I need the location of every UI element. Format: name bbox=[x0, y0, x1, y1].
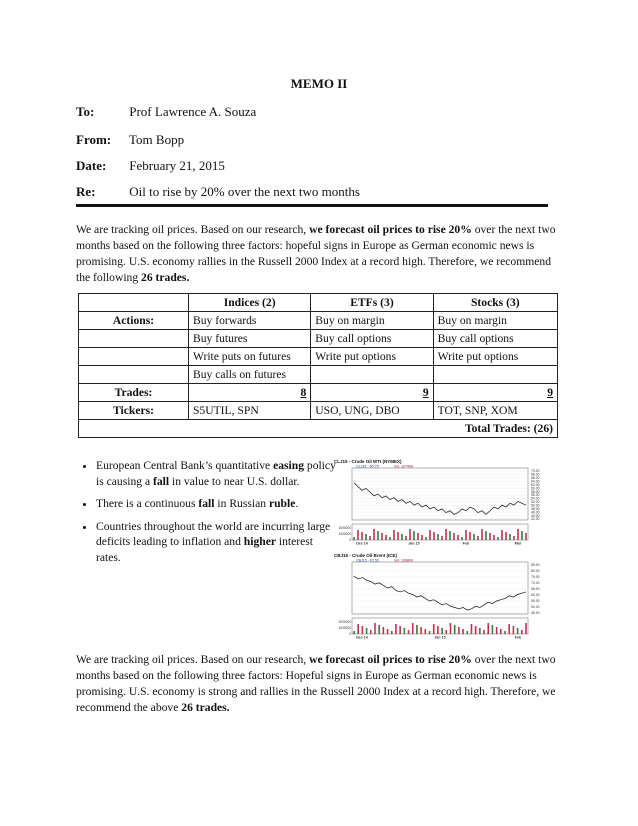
chart-volume-bar bbox=[462, 629, 464, 634]
chart-volume-bar bbox=[479, 628, 481, 634]
chart-y-tick: 62.00 bbox=[531, 482, 540, 487]
table-header-row bbox=[79, 294, 558, 312]
chart-volume-bar bbox=[421, 535, 423, 540]
table-row bbox=[79, 420, 558, 438]
trades-table bbox=[78, 293, 558, 438]
chart-volume-bar bbox=[353, 631, 355, 634]
chart-volume-bar bbox=[378, 625, 380, 634]
chart-y-tick: 70.00 bbox=[531, 581, 540, 586]
table-cell: Buy call options bbox=[311, 330, 433, 348]
chart-volume-bar bbox=[458, 627, 460, 634]
chart-volume-bar bbox=[517, 628, 519, 634]
chart-legend: Vol: 106890 bbox=[394, 558, 413, 563]
table-row bbox=[79, 402, 558, 420]
chart-volume-bar bbox=[501, 530, 503, 540]
bullet-text: interest rates. bbox=[96, 535, 314, 564]
trades-label: Trades: bbox=[79, 384, 189, 402]
tickers-cell: USO, UNG, DBO bbox=[311, 402, 433, 420]
chart-y-tick: 58.00 bbox=[531, 489, 540, 494]
chart-x-tick: Dec 14 bbox=[356, 635, 368, 640]
table-cell bbox=[311, 366, 433, 384]
table-header-cell: ETFs (3) bbox=[311, 294, 433, 312]
chart-volume-bar bbox=[425, 537, 427, 540]
chart-volume-bar bbox=[496, 627, 498, 634]
chart-title: CBJ15 - Crude Oil Brent (ICE) bbox=[334, 553, 398, 558]
chart-volume-bar bbox=[521, 531, 523, 540]
chart-volume-bar bbox=[429, 530, 431, 540]
chart-volume-bar bbox=[357, 624, 359, 634]
chart-x-tick: Jan 15 bbox=[434, 635, 446, 640]
table-cell: Buy forwards bbox=[188, 312, 310, 330]
chart-volume-bar bbox=[437, 534, 439, 540]
chart-volume-bar bbox=[487, 623, 489, 634]
chart-volume-bar bbox=[473, 534, 475, 540]
bullet-bold: ruble bbox=[268, 497, 296, 510]
chart-volume-bar bbox=[399, 626, 401, 634]
chart-volume-bar bbox=[517, 529, 519, 540]
chart-volume-bar bbox=[485, 531, 487, 540]
chart-x-tick: Dec 14 bbox=[356, 541, 368, 546]
chart-volume-tick: 2000000 bbox=[338, 526, 351, 530]
chart-volume-bar bbox=[387, 629, 389, 634]
chart-volume-bar bbox=[389, 537, 391, 540]
tickers-cell: TOT, SNP, XOM bbox=[433, 402, 557, 420]
chart-volume-bar bbox=[445, 529, 447, 540]
chart-x-tick: Feb bbox=[462, 541, 470, 546]
chart-volume-bar bbox=[391, 631, 393, 634]
chart-volume-bar bbox=[374, 623, 376, 634]
chart-x-tick: Jan 15 bbox=[408, 541, 420, 546]
chart-volume-tick: 0 bbox=[349, 538, 351, 542]
wti-price-chart bbox=[332, 458, 554, 548]
chart-volume-bar bbox=[365, 534, 367, 540]
trades-count: 9 bbox=[433, 384, 557, 402]
chart-volume-bar bbox=[408, 630, 410, 634]
chart-volume-bar bbox=[454, 625, 456, 634]
table-cell bbox=[79, 330, 189, 348]
intro-forecast: we forecast oil prices to rise 20% bbox=[309, 223, 472, 236]
chart-volume-bar bbox=[450, 623, 452, 634]
chart-y-tick: 68.00 bbox=[531, 472, 540, 477]
list-item bbox=[96, 496, 336, 512]
chart-volume-bar bbox=[405, 536, 407, 540]
from-line bbox=[76, 132, 184, 148]
chart-y-tick: 65.00 bbox=[531, 587, 540, 592]
date-value: February 21, 2015 bbox=[129, 158, 225, 173]
chart-volume-bar bbox=[489, 533, 491, 540]
chart-volume-bar bbox=[357, 530, 359, 540]
chart-volume-bar bbox=[441, 628, 443, 634]
chart-volume-bar bbox=[477, 536, 479, 540]
chart-volume-bar bbox=[417, 533, 419, 540]
chart-volume-bar bbox=[449, 531, 451, 540]
chart-legend: CBJ15 - 61.52 bbox=[356, 558, 379, 563]
chart-volume-bar bbox=[377, 531, 379, 540]
chart-volume-bar bbox=[361, 532, 363, 540]
table-header-cell: Stocks (3) bbox=[433, 294, 557, 312]
chart-y-tick: 46.00 bbox=[531, 510, 540, 515]
closing-forecast: we forecast oil prices to rise 20% bbox=[309, 653, 472, 666]
bullet-text: policy is causing a bbox=[96, 459, 336, 488]
chart-volume-tick: 0 bbox=[349, 632, 351, 636]
chart-volume-bar bbox=[437, 626, 439, 634]
table-row bbox=[79, 312, 558, 330]
table-cell: Buy call options bbox=[433, 330, 557, 348]
closing-text-1: We are tracking oil prices. Based on our research, bbox=[76, 653, 310, 666]
chart-volume-bar bbox=[497, 537, 499, 540]
chart-volume-bar bbox=[433, 624, 435, 634]
closing-trades: 26 trades. bbox=[181, 701, 230, 714]
chart-volume-bar bbox=[492, 625, 494, 634]
table-cell: Write puts on futures bbox=[188, 348, 310, 366]
chart-volume-bar bbox=[433, 532, 435, 540]
chart-volume-bar bbox=[457, 535, 459, 540]
chart-volume-bar bbox=[395, 624, 397, 634]
table-header-cell: Indices (2) bbox=[188, 294, 310, 312]
chart-y-tick: 44.00 bbox=[531, 513, 540, 518]
bullet-text: in value to near U.S. dollar. bbox=[169, 474, 300, 488]
chart-plot-frame bbox=[352, 562, 528, 614]
chart-legend: CLJ15 - 50.75 bbox=[356, 464, 379, 469]
bullet-bold: higher bbox=[243, 535, 276, 548]
chart-y-tick: 54.00 bbox=[531, 496, 540, 501]
chart-y-tick: 42.00 bbox=[531, 517, 540, 522]
chart-volume-bar bbox=[461, 537, 463, 540]
chart-y-tick: 48.00 bbox=[531, 506, 540, 511]
chart-price-line bbox=[354, 483, 526, 515]
chart-y-tick: 55.00 bbox=[531, 599, 540, 604]
chart-volume-bar bbox=[465, 530, 467, 540]
chart-volume-tick: 1000000 bbox=[338, 626, 351, 630]
to-label: To: bbox=[76, 104, 95, 119]
chart-volume-bar bbox=[504, 631, 506, 634]
chart-volume-bar bbox=[513, 626, 515, 634]
chart-y-tick: 45.00 bbox=[531, 611, 540, 616]
bullet-text: . bbox=[295, 497, 299, 510]
brent-price-chart bbox=[332, 552, 554, 642]
chart-y-tick: 50.00 bbox=[531, 503, 540, 508]
chart-y-tick: 60.00 bbox=[531, 593, 540, 598]
bullet-text: There is a continuous bbox=[96, 497, 199, 510]
chart-volume-bar bbox=[409, 529, 411, 540]
date-label: Date: bbox=[76, 158, 107, 173]
chart-y-tick: 64.00 bbox=[531, 479, 540, 484]
chart-volume-bar bbox=[412, 623, 414, 634]
factor-list bbox=[76, 458, 336, 572]
chart-y-tick: 56.00 bbox=[531, 493, 540, 498]
header-divider bbox=[76, 204, 548, 207]
chart-volume-bar bbox=[525, 623, 527, 634]
table-row bbox=[79, 366, 558, 384]
chart-volume-bar bbox=[513, 536, 515, 540]
chart-volume-bar bbox=[471, 624, 473, 634]
chart-volume-tick: 1000000 bbox=[338, 532, 351, 536]
chart-volume-bar bbox=[401, 534, 403, 540]
chart-volume-bar bbox=[429, 631, 431, 634]
chart-volume-bar bbox=[493, 535, 495, 540]
table-cell bbox=[433, 366, 557, 384]
actions-label: Actions: bbox=[79, 312, 189, 330]
chart-volume-tick: 2000000 bbox=[338, 620, 351, 624]
chart-volume-bar bbox=[508, 624, 510, 634]
chart-volume-bar bbox=[370, 630, 372, 634]
chart-y-tick: 85.00 bbox=[531, 563, 540, 568]
intro-paragraph bbox=[76, 222, 564, 286]
chart-y-tick: 52.00 bbox=[531, 500, 540, 505]
bullet-text: European Central Bank’s quantitative bbox=[96, 459, 274, 472]
re-line bbox=[76, 184, 360, 200]
bullet-bold: easing bbox=[273, 459, 304, 472]
bullet-text: Countries throughout the world are incurring large deficits leading to inflation and bbox=[96, 519, 331, 548]
chart-volume-bar bbox=[362, 626, 364, 634]
chart-volume-bar bbox=[413, 531, 415, 540]
from-value: Tom Bopp bbox=[129, 132, 185, 147]
chart-volume-bar bbox=[420, 627, 422, 634]
closing-text-2: over the next two months based on the following three factors: Hopeful signs in Europe as German economic news is promising. U.S. economy is strong and rallies in the Russell 2000 Index at a record high. Therefore, we recommend the above bbox=[76, 653, 556, 714]
chart-y-tick: 60.00 bbox=[531, 486, 540, 491]
chart-legend: Vol: 107408 bbox=[394, 464, 413, 469]
chart-price-line bbox=[354, 576, 526, 610]
to-value: Prof Lawrence A. Souza bbox=[129, 104, 257, 119]
table-cell: Buy futures bbox=[188, 330, 310, 348]
chart-title: CLJ15 - Crude Oil WTI (NYMEX) bbox=[334, 459, 402, 464]
table-row bbox=[79, 348, 558, 366]
chart-volume-bar bbox=[500, 629, 502, 634]
table-cell: Write put options bbox=[311, 348, 433, 366]
re-value: Oil to rise by 20% over the next two months bbox=[129, 184, 360, 199]
date-line bbox=[76, 158, 225, 174]
chart-volume-bar bbox=[425, 629, 427, 634]
intro-text-1: We are tracking oil prices. Based on our research, bbox=[76, 223, 310, 236]
list-item bbox=[96, 458, 336, 489]
chart-volume-bar bbox=[381, 533, 383, 540]
from-label: From: bbox=[76, 132, 112, 147]
chart-volume-bar bbox=[416, 625, 418, 634]
chart-volume-bar bbox=[366, 628, 368, 634]
bullet-bold: fall bbox=[198, 497, 215, 510]
chart-volume-bar bbox=[475, 626, 477, 634]
table-cell: Buy on margin bbox=[433, 312, 557, 330]
chart-volume-bar bbox=[505, 532, 507, 540]
chart-volume-bar bbox=[481, 529, 483, 540]
table-cell: Write put options bbox=[433, 348, 557, 366]
bullet-bold: fall bbox=[153, 474, 170, 488]
chart-y-tick: 50.00 bbox=[531, 605, 540, 610]
chart-volume-bar bbox=[445, 630, 447, 634]
chart-volume-bar bbox=[521, 630, 523, 634]
table-row bbox=[79, 384, 558, 402]
closing-paragraph bbox=[76, 652, 564, 716]
chart-volume-bar bbox=[353, 537, 355, 540]
list-item bbox=[96, 519, 336, 566]
table-cell: Buy on margin bbox=[311, 312, 433, 330]
chart-volume-bar bbox=[525, 533, 527, 540]
chart-y-tick: 75.00 bbox=[531, 575, 540, 580]
chart-volume-bar bbox=[483, 630, 485, 634]
chart-volume-bar bbox=[441, 536, 443, 540]
tickers-label: Tickers: bbox=[79, 402, 189, 420]
chart-y-tick: 66.00 bbox=[531, 476, 540, 481]
intro-trades: 26 trades. bbox=[141, 271, 190, 284]
chart-volume-bar bbox=[509, 534, 511, 540]
chart-volume-bar bbox=[385, 535, 387, 540]
table-cell bbox=[79, 366, 189, 384]
chart-volume-bar bbox=[466, 631, 468, 634]
chart-volume-bar bbox=[369, 536, 371, 540]
chart-volume-bar bbox=[453, 533, 455, 540]
table-cell: Buy calls on futures bbox=[188, 366, 310, 384]
trades-count: 8 bbox=[188, 384, 310, 402]
bullet-text: in Russian bbox=[214, 497, 269, 510]
chart-volume-bar bbox=[373, 529, 375, 540]
chart-volume-bar bbox=[393, 530, 395, 540]
chart-x-tick: Mar bbox=[514, 541, 522, 546]
table-header-cell bbox=[79, 294, 189, 312]
chart-y-tick: 80.00 bbox=[531, 569, 540, 574]
chart-y-tick: 70.00 bbox=[531, 469, 540, 474]
table-row bbox=[79, 330, 558, 348]
tickers-cell: S5UTIL, SPN bbox=[188, 402, 310, 420]
total-trades: Total Trades: (26) bbox=[79, 420, 558, 438]
intro-text-2: over the next two months based on the following three factors: hopeful signs in Europe as German economic news is promising. U.S. economy rallies in the Russell 2000 Index at a record high. Therefore, we recommend the following bbox=[76, 223, 556, 284]
chart-volume-bar bbox=[469, 532, 471, 540]
re-label: Re: bbox=[76, 184, 96, 199]
memo-title: MEMO II bbox=[290, 76, 348, 91]
table-cell bbox=[79, 348, 189, 366]
trades-count: 9 bbox=[311, 384, 433, 402]
chart-volume-bar bbox=[397, 532, 399, 540]
chart-volume-bar bbox=[383, 627, 385, 634]
chart-x-tick: Feb bbox=[514, 635, 522, 640]
chart-volume-bar bbox=[404, 628, 406, 634]
to-line bbox=[76, 104, 256, 120]
